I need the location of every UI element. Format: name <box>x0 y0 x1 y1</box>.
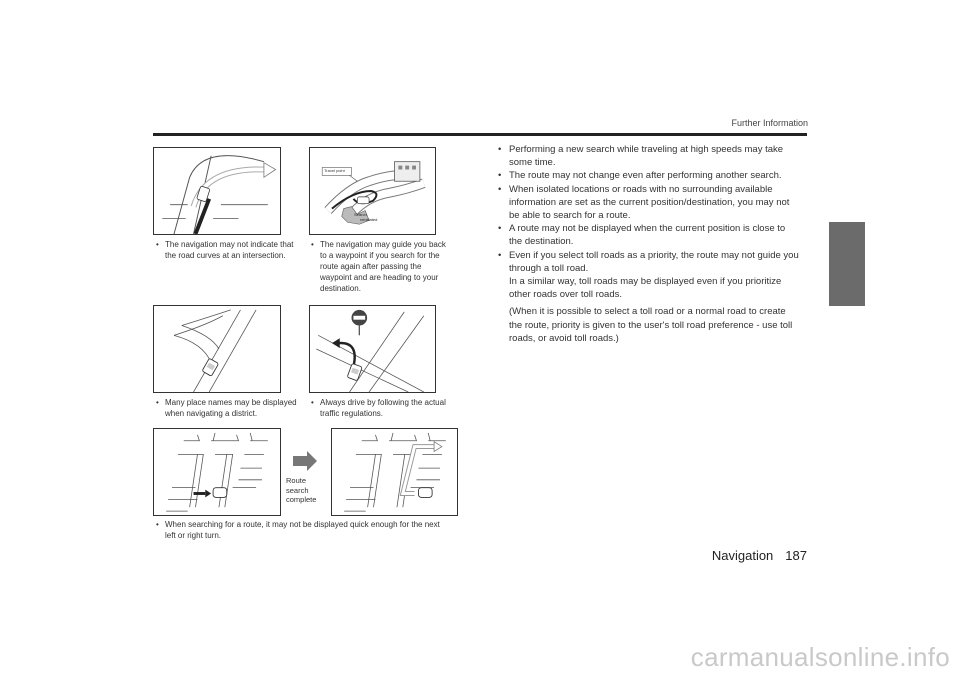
note-item: • A route may not be displayed when the current position is close to the destination. <box>498 223 786 248</box>
reinitiated-label: reinitiated <box>360 217 378 222</box>
bullet: • <box>156 240 159 249</box>
note-paragraph: (When it is possible to select a toll road or a normal road to create the route, priority is given to the user's toll road preference - use toll roads, or avoid toll roads.) <box>509 306 793 344</box>
waypoint-label: Travel point <box>324 168 345 173</box>
bullet: • <box>311 240 314 249</box>
figure-2-caption: • The navigation may guide you back to a waypoint if you search for the route again after passing the waypoint and are heading to your destination. <box>311 240 446 293</box>
bullet: • <box>156 398 159 407</box>
figure-route-before <box>153 428 281 516</box>
watermark: carmanualsonline.info <box>690 642 950 672</box>
page-number: 187 <box>785 548 807 563</box>
route-search-complete-label: Route search complete <box>286 476 317 504</box>
route-search-arrow-icon <box>293 451 317 471</box>
grid-after-illustration <box>332 429 457 515</box>
bullet: • <box>311 398 314 407</box>
figure-5-caption: • When searching for a route, it may not be displayed quick enough for the next left or right turn. <box>156 520 440 540</box>
figure-4-caption: • Always drive by following the actual traffic regulations. <box>311 398 446 418</box>
note-item: • The route may not change even after performing another search. <box>498 170 782 182</box>
grid-before-illustration <box>154 429 280 515</box>
note-item: • Performing a new search while traveling at high speeds may take some time. <box>498 144 784 169</box>
no-entry-illustration <box>310 306 435 392</box>
page-footer <box>712 548 807 563</box>
notes-list <box>496 143 811 345</box>
chapter-side-tab <box>829 222 865 306</box>
figure-no-entry <box>309 305 436 393</box>
district-illustration <box>154 306 280 392</box>
figure-district <box>153 305 281 393</box>
figure-3-caption: • Many place names may be displayed when navigating a district. <box>156 398 297 418</box>
search-label: Search <box>354 212 367 217</box>
figure-1-caption: • The navigation may not indicate that the road curves at an intersection. <box>156 240 294 260</box>
curved-road-illustration <box>154 148 280 234</box>
note-item: • Even if you select toll roads as a priority, the route may not guide you through a toll road. In a similar way, toll roads may be displayed even if you prioritize other roads over toll roads. <box>498 249 799 301</box>
note-item: • When isolated locations or roads with no surrounding available information are set as the current position/destination, you may not be able to search for a route. <box>498 183 790 222</box>
section-title: Further Information <box>731 118 808 128</box>
figure-curved-road <box>153 147 281 235</box>
chapter-title: Navigation <box>711 548 774 563</box>
figure-route-after <box>331 428 458 516</box>
bullet: • <box>156 520 159 529</box>
header-rule <box>153 133 807 136</box>
figure-waypoint <box>309 147 436 235</box>
